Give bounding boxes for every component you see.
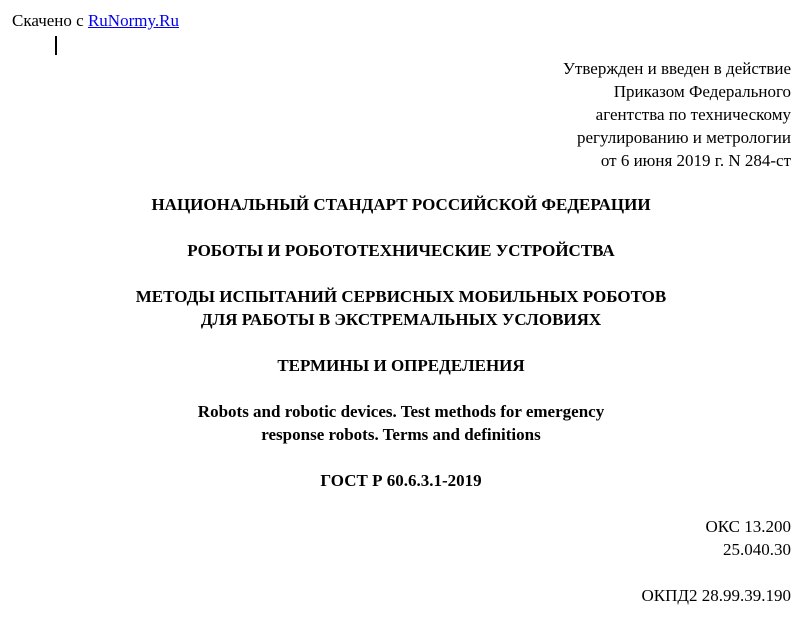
- english-title-line: response robots. Terms and definitions: [261, 425, 541, 444]
- methods-title-line: МЕТОДЫ ИСПЫТАНИЙ СЕРВИСНЫХ МОБИЛЬНЫХ РОБОТОВ: [135, 287, 667, 306]
- terms-title: [0, 354, 802, 377]
- oks-code-line: ОКС 13.200: [705, 517, 791, 536]
- methods-title-line: ДЛЯ РАБОТЫ В ЭКСТРЕМАЛЬНЫХ УСЛОВИЯХ: [200, 310, 602, 329]
- national-standard-title: [0, 193, 802, 216]
- oks-codes: [705, 515, 791, 561]
- subject-title: [0, 239, 802, 262]
- okpd2-code: [642, 584, 792, 607]
- english-title-line: Robots and robotic devices. Test methods for emergency: [197, 402, 605, 421]
- runormy-link[interactable]: RuNormy.Ru: [87, 11, 179, 30]
- approval-line: Приказом Федерального: [613, 82, 791, 101]
- approval-block: [563, 57, 791, 172]
- text-cursor: [55, 36, 57, 55]
- approval-line: от 6 июня 2019 г. N 284-ст: [600, 151, 791, 170]
- methods-title: [0, 285, 802, 331]
- terms-title-text: ТЕРМИНЫ И ОПРЕДЕЛЕНИЯ: [277, 356, 525, 375]
- standard-designation-text: ГОСТ Р 60.6.3.1-2019: [320, 471, 482, 490]
- oks-code-line: 25.040.30: [723, 540, 791, 559]
- okpd2-code-text: ОКПД2 28.99.39.190: [641, 586, 791, 605]
- national-standard-title-text: НАЦИОНАЛЬНЫЙ СТАНДАРТ РОССИЙСКОЙ ФЕДЕРАЦИИ: [151, 195, 651, 214]
- approval-line: регулированию и метрологии: [576, 128, 791, 147]
- approval-line: Утвержден и введен в действие: [562, 59, 791, 78]
- standard-designation: [0, 469, 802, 492]
- source-line: [12, 10, 179, 32]
- approval-line: агентства по техническому: [595, 105, 791, 124]
- english-title: [0, 400, 802, 446]
- subject-title-text: РОБОТЫ И РОБОТОТЕХНИЧЕСКИЕ УСТРОЙСТВА: [187, 241, 615, 260]
- downloaded-prefix: Скачено с: [12, 11, 84, 30]
